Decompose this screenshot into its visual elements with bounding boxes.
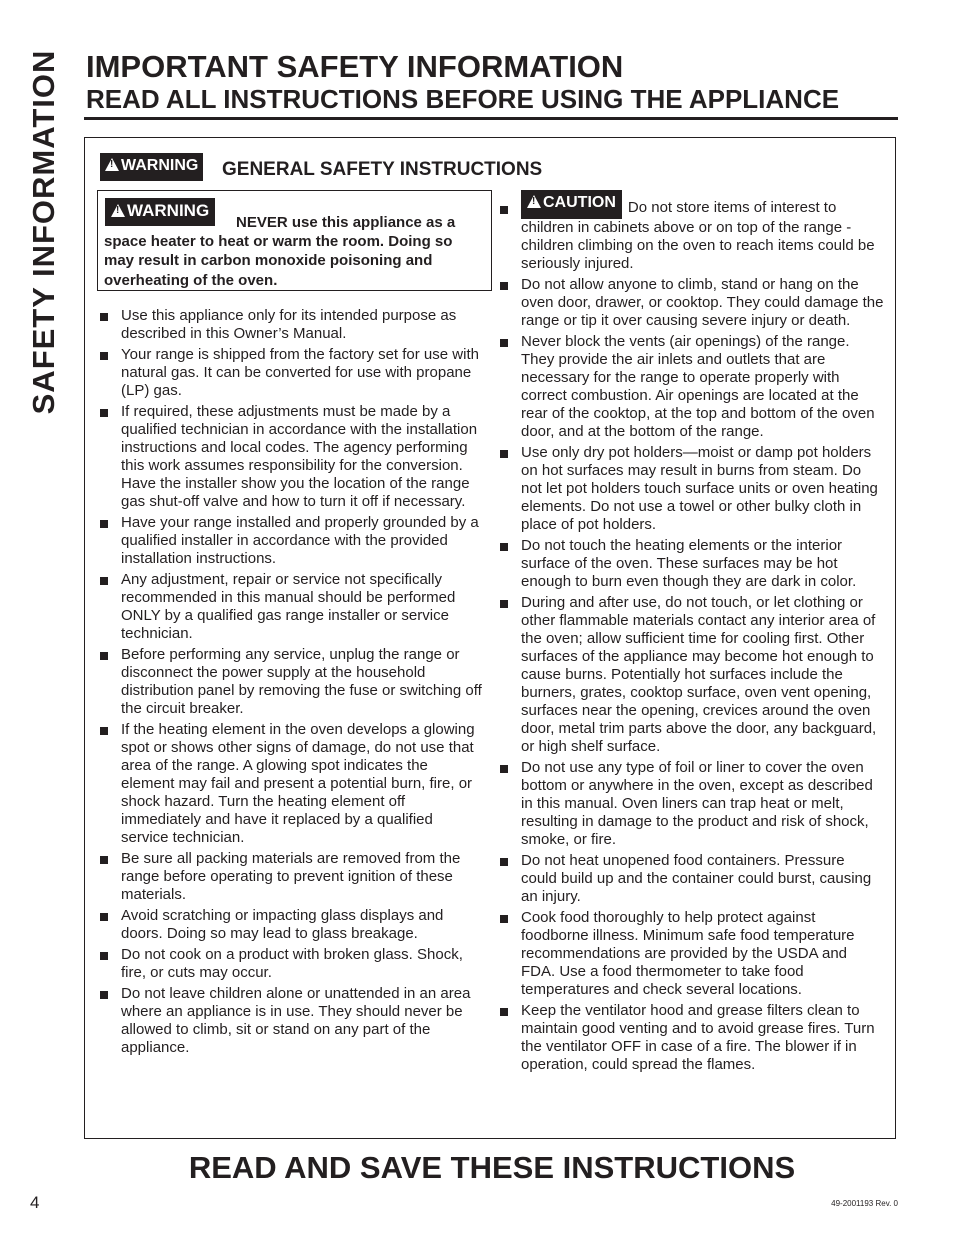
page-subtitle: READ ALL INSTRUCTIONS BEFORE USING THE APPLIANCE: [86, 84, 840, 114]
warning-box-text: NEVER use this appliance as a space heater to heat or warm the room. Doing so may result in carbon monoxide poisoning and overheating of the oven.: [104, 214, 456, 289]
side-tab-label: SAFETY INFORMATION: [26, 49, 61, 415]
list-item: Have your range installed and properly grounded by a qualified installer in accordance with the provided installation instructions.: [100, 514, 482, 568]
list-item: Avoid scratching or impacting glass displays and doors. Doing so may lead to glass breakage.: [100, 907, 482, 943]
footer-title: READ AND SAVE THESE INSTRUCTIONS: [188, 1150, 796, 1185]
right-instruction-list: [500, 190, 884, 1077]
bullet-icon: [100, 856, 108, 864]
list-item: Do not use any type of foil or liner to cover the oven bottom or anywhere in the oven, except as described in this manual. Oven liners can trap heat or melt, resulting in damage to the product and risk of shock, smoke, or fire.: [500, 759, 884, 849]
bullet-icon: [100, 991, 108, 999]
list-item: Do not cook on a product with broken glass. Shock, fire, or cuts may occur.: [100, 946, 482, 982]
bullet-icon: [100, 409, 108, 417]
bullet-icon: [500, 1008, 508, 1016]
list-item: Use this appliance only for its intended purpose as described in this Owner’s Manual.: [100, 307, 482, 343]
left-instruction-list: [100, 307, 482, 1060]
section-warning-badge: [100, 153, 203, 181]
page-title: IMPORTANT SAFETY INFORMATION: [86, 49, 624, 84]
bullet-icon: [100, 577, 108, 585]
list-item: Do not heat unopened food containers. Pressure could build up and the container could burst, causing an injury.: [500, 852, 884, 906]
list-item: Be sure all packing materials are removed from the range before operating to prevent ignition of these materials.: [100, 850, 482, 904]
bullet-icon: [100, 652, 108, 660]
safety-box: [84, 137, 896, 1139]
bullet-icon: [100, 313, 108, 321]
bullet-icon: [500, 765, 508, 773]
list-item: Cook food thoroughly to help protect against foodborne illness. Minimum safe food temperature recommendations are provided by the USDA and FDA. Use a food thermometer to take food temperatures and check several locations.: [500, 909, 884, 999]
warning-box: [97, 190, 492, 291]
bullet-icon: [100, 727, 108, 735]
list-item: Your range is shipped from the factory set for use with natural gas. It can be converted for use with propane (LP) gas.: [100, 346, 482, 400]
bullet-icon: [100, 913, 108, 921]
bullet-icon: [500, 450, 508, 458]
warning-badge: !WARNING: [100, 153, 203, 181]
bullet-icon: [100, 352, 108, 360]
bullet-icon: [500, 206, 508, 214]
page-header: [86, 50, 898, 114]
warning-triangle-icon: [105, 158, 119, 171]
list-item: Never block the vents (air openings) of the range. They provide the air inlets and outlets that are necessary for the range to operate properly with correct combustion. Air openings are located at the rear of the cooktop, at the top and bottom of the oven door, and at the bottom of the range.: [500, 333, 884, 441]
list-item: Do not leave children alone or unattended in an area where an appliance is in use. They should never be allowed to climb, sit or stand on any part of the appliance.: [100, 985, 482, 1057]
list-item: If required, these adjustments must be made by a qualified technician in accordance with the installation instructions and local codes. The agency performing this work assumes responsibility for the conversion. Have the installer show you the location of the range gas shut-off valve and how to turn it off if necessary.: [100, 403, 482, 511]
page-number: 4: [30, 1193, 40, 1212]
caution-list-item: [500, 190, 884, 273]
bullet-icon: [500, 858, 508, 866]
caution-badge: !CAUTION: [521, 190, 622, 219]
side-tab: [22, 49, 66, 415]
list-item: Do not touch the heating elements or the interior surface of the oven. These surfaces may be hot enough to burn even though they are dark in color.: [500, 537, 884, 591]
bullet-icon: [500, 543, 508, 551]
bullet-icon: [100, 520, 108, 528]
bullet-icon: [100, 952, 108, 960]
list-item: Any adjustment, repair or service not specifically recommended in this manual should be performed ONLY by a qualified gas range installer or service technician.: [100, 571, 482, 643]
list-item: During and after use, do not touch, or let clothing or other flammable materials contact any interior area of the oven; allow sufficient time for cooling first. Other surfaces of the appliance may become hot enough to cause burns. Potentially hot surfaces include the burners, grates, cooktop surface, oven vent opening, surfaces near the opening, crevices around the oven door, metal trim parts above the door, any backguard, or high shelf surface.: [500, 594, 884, 756]
list-item: Use only dry pot holders—moist or damp pot holders on hot surfaces may result in burns from steam. Do not let pot holders touch surface units or oven heating elements. Do not use a towel or other bulky cloth in place of pot holders.: [500, 444, 884, 534]
list-item: If the heating element in the oven develops a glowing spot or shows other signs of damage, do not use that area of the range. A glowing spot indicates the element may fail and present a potential burn, fire, or shock hazard. Turn the heating element off immediately and have it replaced by a qualified service technician.: [100, 721, 482, 847]
bullet-icon: [500, 915, 508, 923]
warning-badge: !WARNING: [105, 198, 215, 226]
section-title: GENERAL SAFETY INSTRUCTIONS: [222, 159, 543, 180]
bullet-icon: [500, 600, 508, 608]
header-rule: [84, 117, 898, 120]
list-item: Before performing any service, unplug the range or disconnect the power supply at the household distribution panel by removing the fuse or switching off the circuit breaker.: [100, 646, 482, 718]
caution-text: Do not store items of interest to children in cabinets above or on top of the range - children climbing on the oven to reach items could be seriously injured.: [521, 199, 875, 272]
bullet-icon: [500, 282, 508, 290]
bullet-icon: [500, 339, 508, 347]
document-id: 49-2001193 Rev. 0: [831, 1199, 898, 1208]
list-item: Do not allow anyone to climb, stand or hang on the oven door, drawer, or cooktop. They could damage the range or tip it over causing severe injury or death.: [500, 276, 884, 330]
list-item: Keep the ventilator hood and grease filters clean to maintain good venting and to avoid grease fires. Turn the ventilator OFF in case of a fire. The blower if in operation, could spread the flames.: [500, 1002, 884, 1074]
caution-triangle-icon: [527, 195, 541, 208]
